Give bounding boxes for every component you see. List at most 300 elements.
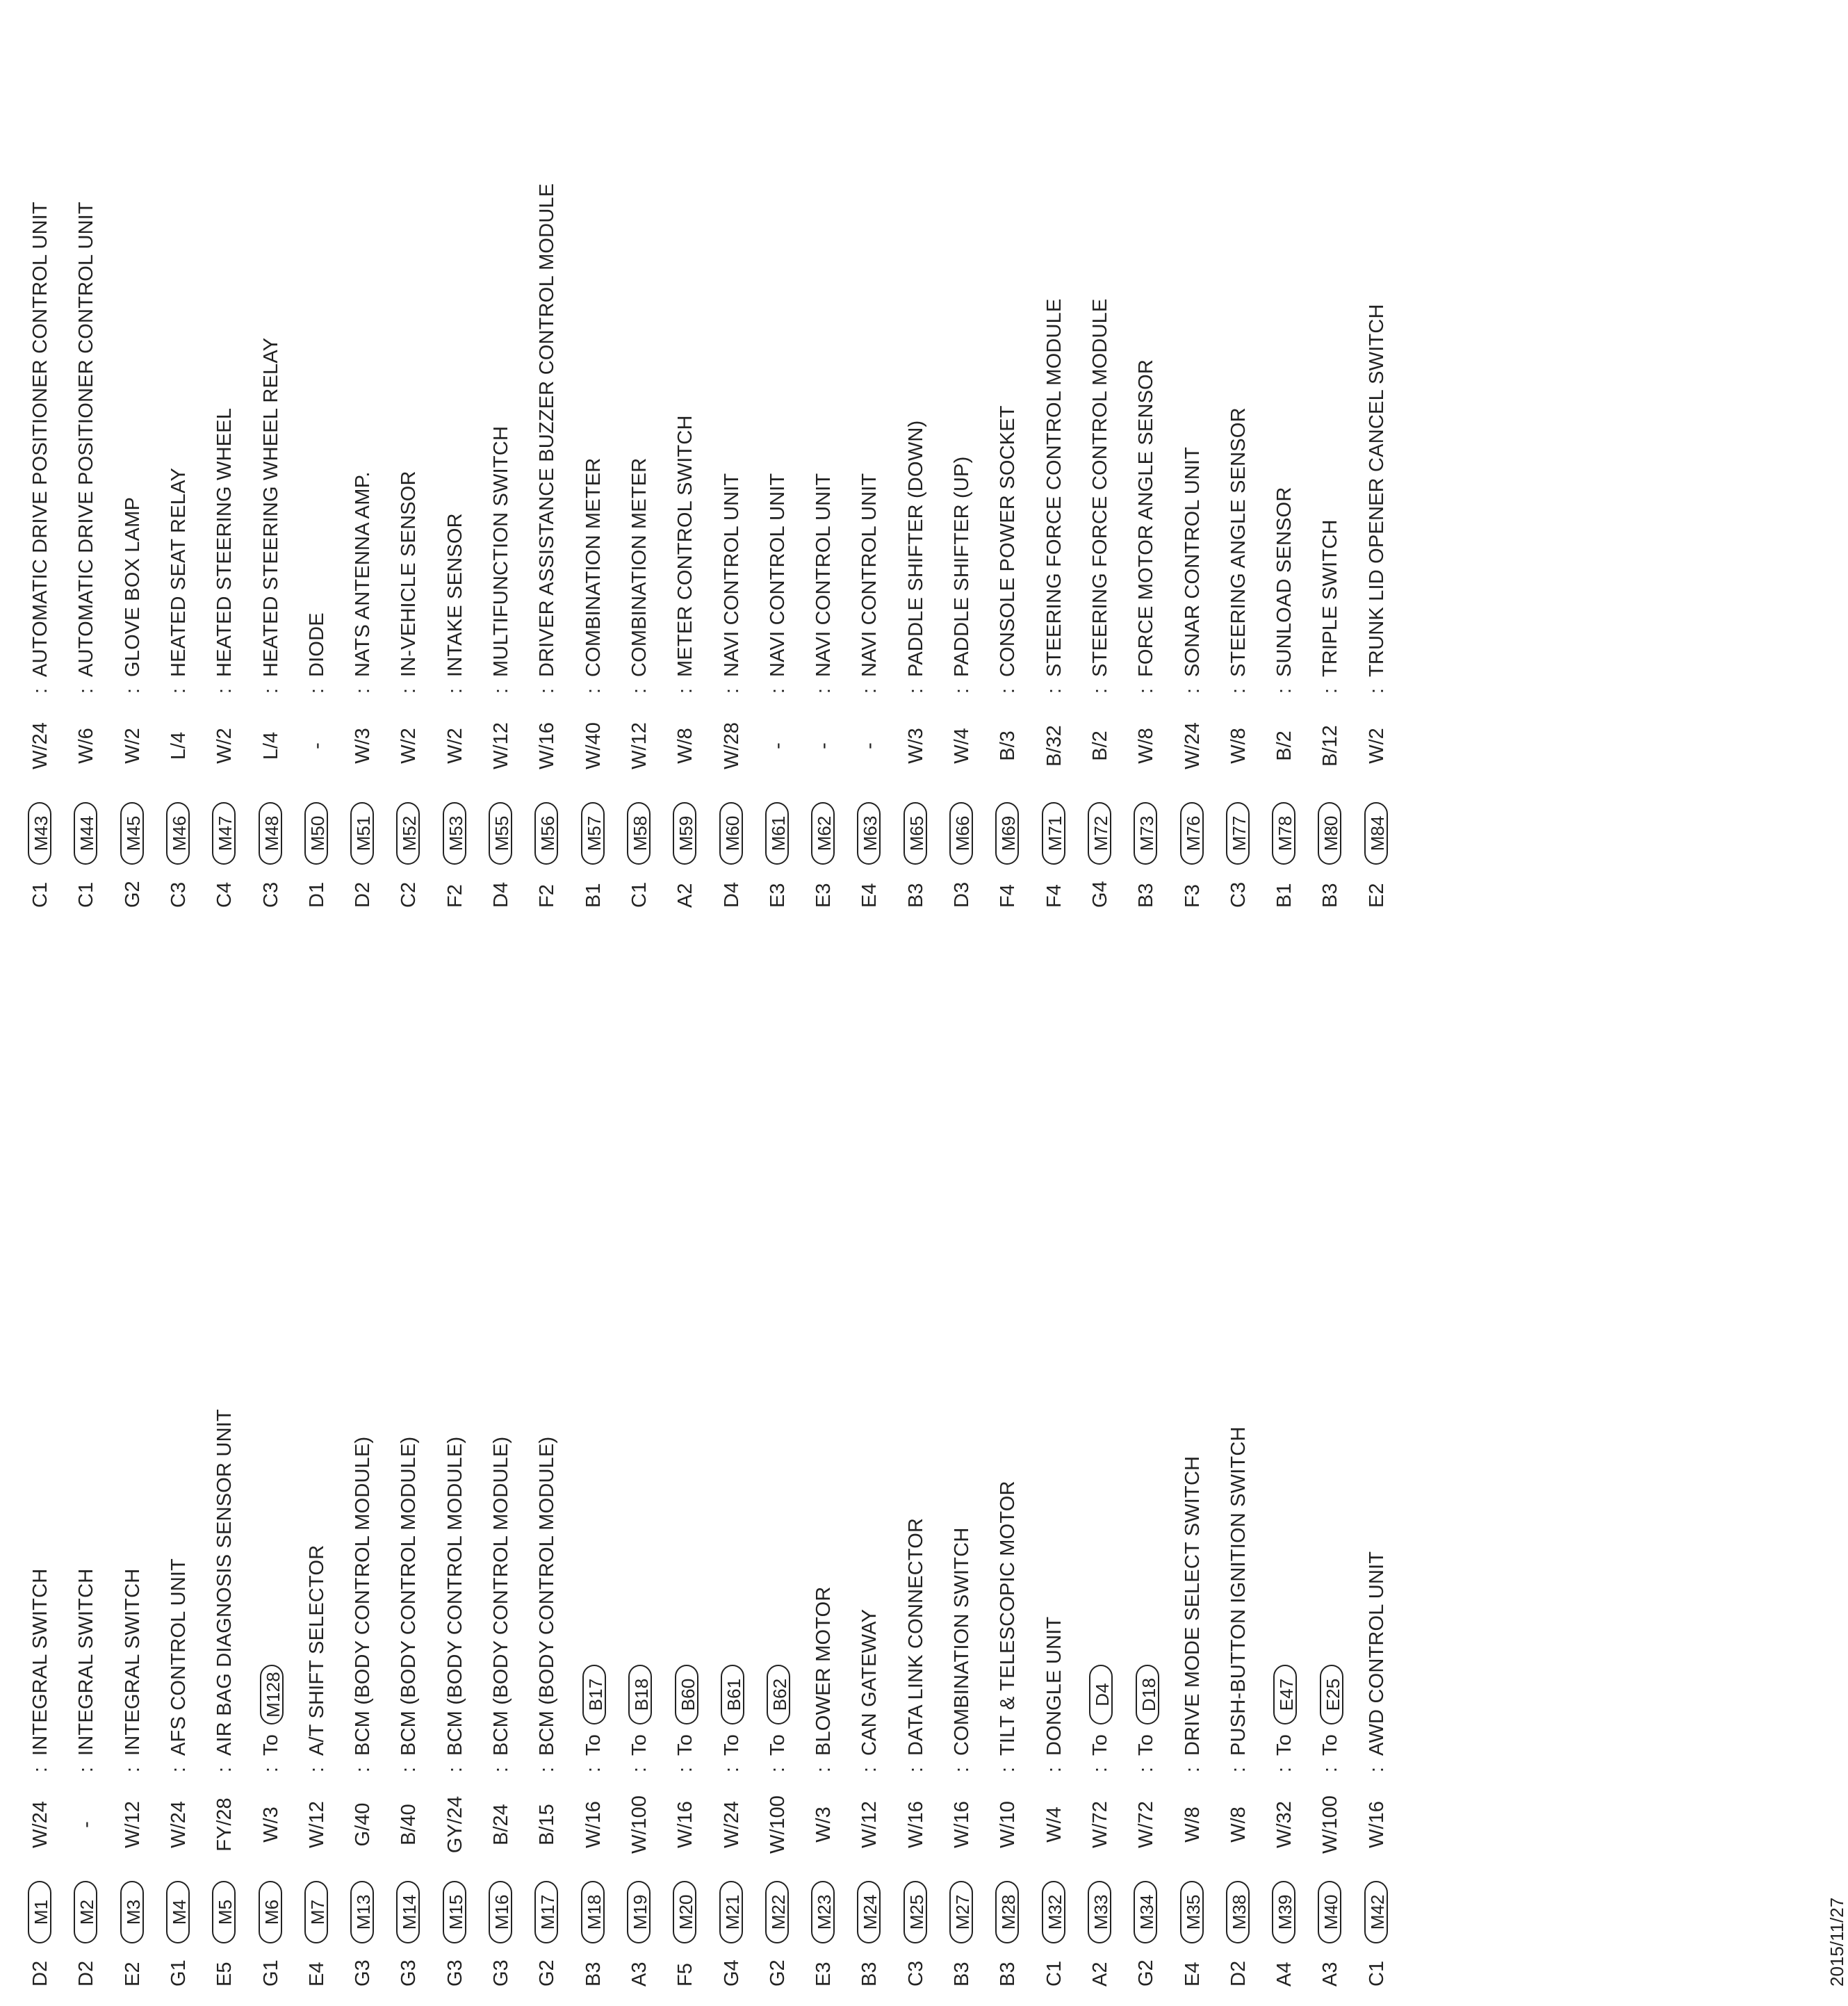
grid-reference: F4: [997, 884, 1020, 908]
grid-reference: G4: [720, 1959, 743, 1987]
grid-reference: G2: [1135, 1959, 1158, 1987]
connector-number: M21: [719, 1881, 743, 1943]
separator-colon: :: [305, 1766, 328, 1773]
grid-reference: D2: [75, 1960, 98, 1987]
separator-colon: :: [720, 687, 743, 694]
separator-colon: :: [75, 1766, 98, 1773]
connector-number: M48: [259, 802, 282, 865]
grid-reference: B1: [1273, 883, 1296, 908]
separator-colon: :: [213, 1766, 236, 1773]
connector-number: M80: [1318, 802, 1341, 865]
connector-number: M77: [1226, 802, 1250, 865]
grid-reference: E4: [1181, 1962, 1204, 1987]
to-label: To: [1135, 1734, 1158, 1756]
connector-number: M44: [74, 802, 97, 865]
connector-description: CAN GATEWAY: [858, 1608, 881, 1756]
connector-number: M43: [28, 802, 51, 865]
connector-description: DONGLE UNIT: [1042, 1616, 1065, 1756]
connector-type: W/16: [951, 1801, 973, 1848]
separator-colon: :: [167, 1766, 190, 1773]
connector-type: -: [305, 742, 328, 749]
grid-reference: B1: [582, 883, 605, 908]
separator-colon: :: [997, 1766, 1020, 1773]
grid-reference: F3: [1181, 884, 1204, 908]
connector-type: W/8: [1135, 728, 1158, 764]
to-label: To: [674, 1734, 697, 1756]
connector-number: M62: [811, 802, 835, 865]
connector-description: [580, 1665, 607, 1756]
grid-reference: G3: [490, 1959, 512, 1987]
connector-number: M73: [1134, 802, 1157, 865]
connector-number: M22: [765, 1881, 789, 1943]
connector-number: M65: [903, 802, 927, 865]
separator-colon: :: [951, 1766, 973, 1773]
connector-type: W/40: [582, 722, 605, 769]
connector-description: SONAR CONTROL UNIT: [1181, 446, 1204, 677]
connector-type: W/12: [305, 1801, 328, 1848]
separator-colon: :: [1135, 1766, 1158, 1773]
connector-description: PADDLE SHIFTER (UP): [951, 456, 973, 677]
connector-type: B/24: [490, 1804, 512, 1845]
separator-colon: :: [1227, 687, 1250, 694]
connector-description: GLOVE BOX LAMP: [121, 496, 144, 677]
grid-reference: F5: [674, 1963, 697, 1987]
separator-colon: :: [1135, 687, 1158, 694]
grid-reference: C1: [1365, 1960, 1388, 1987]
connector-description: BCM (BODY CONTROL MODULE): [352, 1436, 375, 1756]
connector-description: [625, 1665, 653, 1756]
grid-reference: D3: [951, 881, 973, 908]
grid-reference: D4: [490, 881, 512, 908]
connector-description: COMBINATION METER: [628, 457, 651, 677]
connector-type: W/8: [1227, 728, 1250, 764]
separator-colon: :: [582, 1766, 605, 1773]
grid-reference: F2: [443, 884, 466, 908]
connector-type: B/3: [997, 731, 1020, 761]
separator-colon: :: [1088, 687, 1111, 694]
separator-colon: :: [1273, 687, 1296, 694]
separator-colon: :: [628, 1766, 651, 1773]
grid-reference: C3: [259, 881, 282, 908]
connector-description: COMBINATION METER: [582, 457, 605, 677]
grid-reference: E2: [121, 1962, 144, 1987]
connector-type: W/2: [443, 728, 466, 764]
to-label: To: [720, 1734, 743, 1756]
connector-type: W/16: [536, 722, 559, 769]
connector-number: M52: [396, 802, 420, 865]
connector-description: [1270, 1665, 1298, 1756]
separator-colon: :: [766, 1766, 789, 1773]
connector-description: [671, 1665, 699, 1756]
separator-colon: :: [121, 1766, 144, 1773]
separator-colon: :: [858, 687, 881, 694]
connector-description: AWD CONTROL UNIT: [1365, 1551, 1388, 1756]
connector-description: [764, 1665, 792, 1756]
grid-reference: E4: [305, 1962, 328, 1987]
connector-number: M17: [534, 1881, 558, 1943]
separator-colon: :: [628, 687, 651, 694]
grid-reference: A2: [1088, 1962, 1111, 1987]
connector-number: M53: [443, 802, 466, 865]
grid-reference: C1: [75, 881, 98, 908]
grid-reference: D2: [29, 1960, 51, 1987]
connector-number: M50: [304, 802, 328, 865]
connector-description: BCM (BODY CONTROL MODULE): [490, 1436, 512, 1756]
connector-number: M28: [995, 1881, 1019, 1943]
separator-colon: :: [766, 687, 789, 694]
to-label: To: [582, 1734, 605, 1756]
connector-number: M69: [995, 802, 1019, 865]
connector-description: NAVI CONTROL UNIT: [766, 473, 789, 677]
connector-number: M15: [443, 1881, 466, 1943]
connector-number: M19: [627, 1881, 651, 1943]
to-connector-number: B62: [767, 1665, 790, 1724]
separator-colon: :: [1365, 687, 1388, 694]
separator-colon: :: [812, 687, 835, 694]
document-date: 2015/11/27: [1826, 1897, 1847, 1987]
grid-reference: A3: [628, 1962, 651, 1987]
connector-number: M40: [1318, 1881, 1341, 1943]
connector-description: HEATED STEERING WHEEL RELAY: [259, 337, 282, 677]
connector-number: M84: [1364, 802, 1388, 865]
connector-number: M27: [949, 1881, 973, 1943]
connector-description: METER CONTROL SWITCH: [674, 415, 697, 677]
connector-type: W/6: [75, 728, 98, 764]
grid-reference: A4: [1273, 1962, 1296, 1987]
connector-type: GY/24: [443, 1795, 466, 1854]
connector-type: -: [858, 742, 881, 749]
connector-description: STEERING FORCE CONTROL MODULE: [1088, 298, 1111, 677]
connector-description: IN-VEHICLE SENSOR: [398, 471, 420, 677]
to-connector-number: B60: [675, 1665, 698, 1724]
grid-reference: E3: [812, 883, 835, 908]
connector-type: W/12: [490, 722, 512, 769]
connector-number: M24: [857, 1881, 881, 1943]
connector-description: [1316, 1665, 1344, 1756]
connector-number: M2: [74, 1881, 97, 1943]
connector-type: W/12: [628, 722, 651, 769]
connector-description: AUTOMATIC DRIVE POSITIONER CONTROL UNIT: [29, 202, 51, 677]
separator-colon: :: [674, 687, 697, 694]
connector-type: B/2: [1088, 731, 1111, 761]
connector-description: BCM (BODY CONTROL MODULE): [536, 1436, 559, 1756]
connector-type: W/3: [352, 728, 375, 764]
connector-description: BLOWER MOTOR: [812, 1586, 835, 1756]
grid-reference: F4: [1042, 884, 1065, 908]
separator-colon: :: [904, 687, 927, 694]
connector-number: M20: [673, 1881, 696, 1943]
separator-colon: :: [536, 1766, 559, 1773]
separator-colon: :: [674, 1766, 697, 1773]
to-label: To: [628, 1734, 651, 1756]
grid-reference: D1: [305, 881, 328, 908]
separator-colon: :: [167, 687, 190, 694]
connector-number: M23: [811, 1881, 835, 1943]
connector-type: L/4: [167, 731, 190, 760]
connector-number: M46: [166, 802, 190, 865]
grid-reference: C1: [1042, 1960, 1065, 1987]
grid-reference: D2: [1227, 1960, 1250, 1987]
connector-description: HEATED STEERING WHEEL: [213, 407, 236, 677]
grid-reference: B3: [582, 1962, 605, 1987]
separator-colon: :: [213, 687, 236, 694]
grid-reference: G2: [536, 1959, 559, 1987]
separator-colon: :: [858, 1766, 881, 1773]
connector-description: STEERING ANGLE SENSOR: [1227, 407, 1250, 677]
separator-colon: :: [720, 1766, 743, 1773]
to-connector-number: E25: [1320, 1665, 1343, 1724]
separator-colon: :: [812, 1766, 835, 1773]
connector-type: W/3: [904, 728, 927, 764]
connector-description: NAVI CONTROL UNIT: [812, 473, 835, 677]
connector-type: W/12: [121, 1801, 144, 1848]
connector-type: W/72: [1135, 1801, 1158, 1848]
grid-reference: G2: [121, 881, 144, 908]
connector-number: M4: [166, 1881, 190, 1943]
to-label: To: [259, 1734, 282, 1756]
connector-number: M16: [489, 1881, 512, 1943]
separator-colon: :: [1181, 1766, 1204, 1773]
connector-description: INTEGRAL SWITCH: [75, 1568, 98, 1756]
separator-colon: :: [259, 687, 282, 694]
separator-colon: :: [490, 687, 512, 694]
grid-reference: C1: [628, 881, 651, 908]
connector-description: DRIVE MODE SELECT SWITCH: [1181, 1455, 1204, 1756]
connector-description: NAVI CONTROL UNIT: [720, 473, 743, 677]
to-connector-number: M128: [260, 1665, 284, 1724]
connector-type: W/24: [720, 1801, 743, 1848]
grid-reference: E4: [858, 883, 881, 908]
connector-number: M63: [857, 802, 881, 865]
connector-number: M6: [259, 1881, 282, 1943]
connector-description: BCM (BODY CONTROL MODULE): [443, 1436, 466, 1756]
connector-type: W/4: [1042, 1807, 1065, 1843]
grid-reference: G2: [766, 1959, 789, 1987]
grid-reference: C4: [213, 881, 236, 908]
connector-type: W/16: [1365, 1801, 1388, 1848]
connector-description: DIODE: [305, 612, 328, 677]
connector-number: M1: [28, 1881, 51, 1943]
grid-reference: B3: [858, 1962, 881, 1987]
grid-reference: C3: [167, 881, 190, 908]
connector-description: PADDLE SHIFTER (DOWN): [904, 420, 927, 677]
connector-description: MULTIFUNCTION SWITCH: [490, 425, 512, 677]
connector-type: W/8: [1227, 1807, 1250, 1843]
grid-reference: C3: [1227, 881, 1250, 908]
separator-colon: :: [1181, 687, 1204, 694]
connector-number: M33: [1088, 1881, 1111, 1943]
connector-number: M14: [396, 1881, 420, 1943]
connector-description: DATA LINK CONNECTOR: [904, 1517, 927, 1756]
connector-description: SUNLOAD SENSOR: [1273, 487, 1296, 677]
connector-number: M60: [719, 802, 743, 865]
connector-type: W/8: [674, 728, 697, 764]
separator-colon: :: [536, 687, 559, 694]
to-label: To: [766, 1734, 789, 1756]
to-connector-number: E47: [1273, 1665, 1297, 1724]
connector-description: AFS CONTROL UNIT: [167, 1558, 190, 1756]
connector-type: W/16: [582, 1801, 605, 1848]
connector-type: W/2: [121, 728, 144, 764]
separator-colon: :: [121, 687, 144, 694]
connector-number: M13: [350, 1881, 374, 1943]
separator-colon: :: [75, 687, 98, 694]
grid-reference: G4: [1088, 881, 1111, 908]
connector-type: W/72: [1088, 1801, 1111, 1848]
connector-number: M55: [489, 802, 512, 865]
connector-type: B/15: [536, 1804, 559, 1845]
connector-number: M71: [1042, 802, 1065, 865]
grid-reference: G1: [167, 1959, 190, 1987]
connector-description: NAVI CONTROL UNIT: [858, 473, 881, 677]
grid-reference: G1: [259, 1959, 282, 1987]
to-connector-number: B18: [628, 1665, 652, 1724]
connector-description: TRIPLE SWITCH: [1319, 519, 1342, 677]
separator-colon: :: [904, 1766, 927, 1773]
grid-reference: D4: [720, 881, 743, 908]
grid-reference: D2: [352, 881, 375, 908]
separator-colon: :: [1088, 1766, 1111, 1773]
connector-type: W/2: [1365, 728, 1388, 764]
connector-description: AUTOMATIC DRIVE POSITIONER CONTROL UNIT: [75, 202, 98, 677]
connector-description: CONSOLE POWER SOCKET: [997, 405, 1020, 677]
connector-number: M57: [581, 802, 605, 865]
to-connector-number: B61: [721, 1665, 744, 1724]
separator-colon: :: [490, 1766, 512, 1773]
separator-colon: :: [1365, 1766, 1388, 1773]
connector-number: M18: [581, 1881, 605, 1943]
separator-colon: :: [398, 1766, 420, 1773]
connector-description: BCM (BODY CONTROL MODULE): [398, 1436, 420, 1756]
connector-description: INTEGRAL SWITCH: [121, 1568, 144, 1756]
connector-type: W/100: [628, 1795, 651, 1854]
grid-reference: E2: [1365, 883, 1388, 908]
connector-description: TILT & TELESCOPIC MOTOR: [997, 1481, 1020, 1756]
separator-colon: :: [305, 687, 328, 694]
connector-description: A/T SHIFT SELECTOR: [305, 1544, 328, 1756]
connector-description: DRIVER ASSISTANCE BUZZER CONTROL MODULE: [536, 183, 559, 677]
connector-description: COMBINATION SWITCH: [951, 1527, 973, 1756]
connector-type: W/2: [213, 728, 236, 764]
connector-type: W/24: [29, 1801, 51, 1848]
connector-type: B/40: [398, 1804, 420, 1845]
connector-description: [1132, 1665, 1160, 1756]
to-label: To: [1319, 1734, 1342, 1756]
connector-number: M78: [1272, 802, 1295, 865]
connector-type: W/32: [1273, 1801, 1296, 1848]
connector-number: M51: [350, 802, 374, 865]
grid-reference: B3: [997, 1962, 1020, 1987]
connector-type: W/100: [766, 1795, 789, 1854]
connector-type: W/16: [904, 1801, 927, 1848]
grid-reference: C1: [29, 881, 51, 908]
grid-reference: C3: [904, 1960, 927, 1987]
connector-type: W/3: [259, 1807, 282, 1843]
separator-colon: :: [1319, 1766, 1342, 1773]
connector-number: M32: [1042, 1881, 1065, 1943]
connector-description: TRUNK LID OPENER CANCEL SWITCH: [1365, 304, 1388, 677]
connector-type: -: [812, 742, 835, 749]
connector-type: W/3: [812, 1807, 835, 1843]
grid-reference: B3: [1135, 883, 1158, 908]
connector-number: M3: [120, 1881, 144, 1943]
separator-colon: :: [352, 1766, 375, 1773]
connector-type: W/24: [29, 722, 51, 769]
connector-type: W/2: [398, 728, 420, 764]
connector-type: W/12: [858, 1801, 881, 1848]
connector-number: M56: [534, 802, 558, 865]
connector-type: W/24: [167, 1801, 190, 1848]
connector-number: M45: [120, 802, 144, 865]
grid-reference: E3: [766, 883, 789, 908]
connector-type: -: [766, 742, 789, 749]
separator-colon: :: [1273, 1766, 1296, 1773]
connector-description: [257, 1665, 285, 1756]
connector-type: W/10: [997, 1801, 1020, 1848]
connector-description: STEERING FORCE CONTROL MODULE: [1042, 298, 1065, 677]
to-connector-number: D18: [1136, 1665, 1159, 1724]
connector-type: W/28: [720, 722, 743, 769]
connector-description: NATS ANTENNA AMP.: [352, 471, 375, 677]
connector-type: W/16: [674, 1801, 697, 1848]
connector-number: M35: [1180, 1881, 1204, 1943]
grid-reference: B3: [904, 883, 927, 908]
connector-number: M38: [1226, 1881, 1250, 1943]
connector-number: M72: [1088, 802, 1111, 865]
separator-colon: :: [29, 687, 51, 694]
to-connector-number: B17: [582, 1665, 606, 1724]
connector-description: [718, 1665, 746, 1756]
connector-number: M76: [1180, 802, 1204, 865]
connector-number: M7: [304, 1881, 328, 1943]
connector-description: HEATED SEAT RELAY: [167, 467, 190, 677]
separator-colon: :: [443, 687, 466, 694]
grid-reference: G3: [443, 1959, 466, 1987]
connector-description: PUSH-BUTTON IGNITION SWITCH: [1227, 1426, 1250, 1756]
to-label: To: [1088, 1734, 1111, 1756]
connector-type: FY/28: [213, 1797, 236, 1852]
connector-type: B/32: [1042, 725, 1065, 767]
grid-reference: A2: [674, 883, 697, 908]
separator-colon: :: [443, 1766, 466, 1773]
connector-number: M5: [212, 1881, 236, 1943]
separator-colon: :: [1227, 1766, 1250, 1773]
separator-colon: :: [1042, 687, 1065, 694]
connector-number: M66: [949, 802, 973, 865]
connector-type: L/4: [259, 731, 282, 760]
grid-reference: E5: [213, 1962, 236, 1987]
connector-type: W/100: [1319, 1795, 1342, 1854]
connector-number: M59: [673, 802, 696, 865]
separator-colon: :: [582, 687, 605, 694]
grid-reference: B3: [951, 1962, 973, 1987]
connector-number: M42: [1364, 1881, 1388, 1943]
to-label: To: [1273, 1734, 1296, 1756]
grid-reference: B3: [1319, 883, 1342, 908]
separator-colon: :: [997, 687, 1020, 694]
connector-number: M34: [1134, 1881, 1157, 1943]
separator-colon: :: [259, 1766, 282, 1773]
connector-type: B/2: [1273, 731, 1296, 761]
connector-type: W/8: [1181, 1807, 1204, 1843]
grid-reference: E3: [812, 1962, 835, 1987]
connector-number: M39: [1272, 1881, 1295, 1943]
connector-type: -: [75, 1821, 98, 1828]
connector-type: W/24: [1181, 722, 1204, 769]
separator-colon: :: [352, 687, 375, 694]
grid-reference: F2: [536, 884, 559, 908]
grid-reference: A3: [1319, 1962, 1342, 1987]
